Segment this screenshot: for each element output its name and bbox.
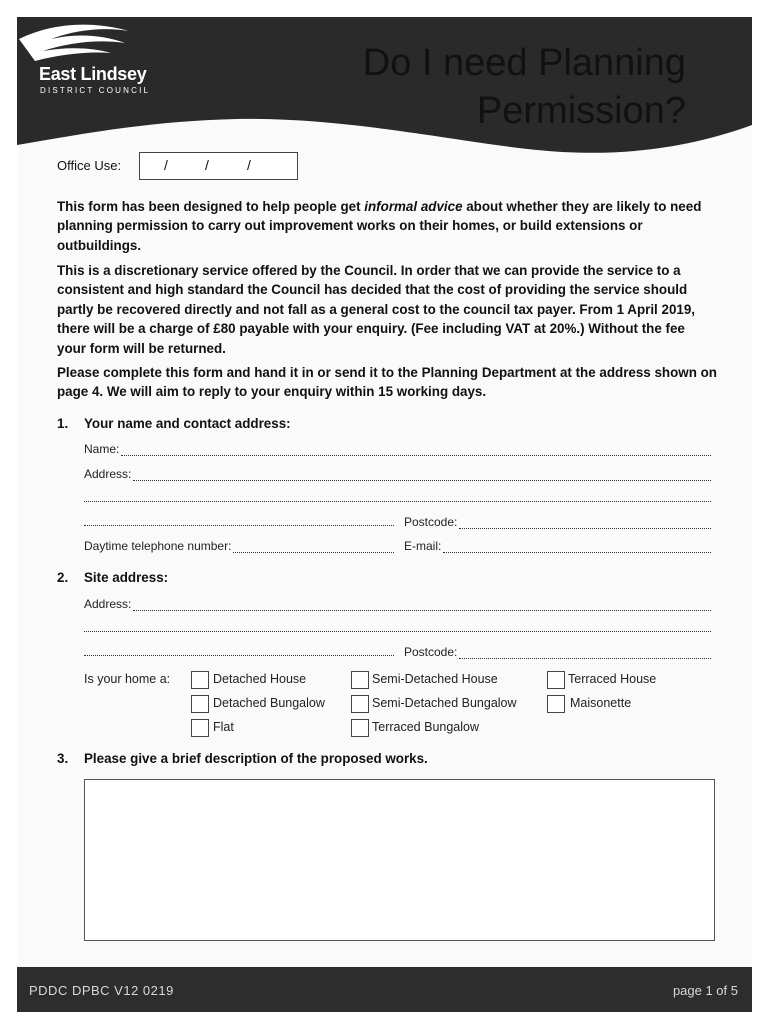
maisonette-label: Maisonette <box>570 696 632 710</box>
site-address-line[interactable] <box>133 600 711 611</box>
site-address-label: Address: <box>84 597 132 611</box>
terraced-house-checkbox[interactable] <box>547 671 565 689</box>
address-field[interactable] <box>84 467 711 481</box>
form-code: PDDC DPBC V12 0219 <box>29 983 174 998</box>
flat-checkbox[interactable] <box>191 719 209 737</box>
page-header <box>17 17 752 167</box>
address-line-2[interactable] <box>84 491 711 502</box>
title-line-1: Do I need Planning <box>362 42 686 84</box>
name-label: Name: <box>84 442 120 456</box>
phone-line[interactable] <box>233 542 394 553</box>
postcode-label: Postcode: <box>404 515 458 529</box>
phone-label: Daytime telephone number: <box>84 539 232 553</box>
section-3-title: Please give a brief description of the proposed works. <box>84 751 428 766</box>
email-field[interactable] <box>404 539 711 553</box>
page-footer <box>17 967 752 1012</box>
date-separator: / <box>164 157 168 173</box>
title-line-2: Permission? <box>476 90 686 132</box>
intro-paragraph-3: Please complete this form and hand it in or send it to the Planning Department at the address shown on page 4. We will aim to reply to your enquiry within 15 working days. <box>57 365 717 400</box>
detached-house-checkbox[interactable] <box>191 671 209 689</box>
site-address-line-3[interactable] <box>84 645 394 656</box>
email-line[interactable] <box>443 542 711 553</box>
date-separator: / <box>247 157 251 173</box>
site-address-line[interactable] <box>84 621 711 632</box>
phone-field[interactable] <box>84 539 394 553</box>
east-lindsey-logo-icon <box>17 17 157 97</box>
section-2-title: Site address: <box>84 570 169 585</box>
section-1-number: 1. <box>57 416 69 431</box>
semi-detached-bungalow-label: Semi-Detached Bungalow <box>372 696 517 710</box>
semi-detached-house-checkbox[interactable] <box>351 671 369 689</box>
intro-paragraph-2: This is a discretionary service offered by the Council. In order that we can provide the service to a consistent and high standard the Council has decided that the cost of providing the service should partly be recovered directly and not fall as a general cost to the council tax payer. From 1 April 2019, there will be a charge of £80 payable with your enquiry. (Fee including VAT at 20%.) Without the fee your form will be returned. <box>57 263 696 356</box>
office-use-date-field[interactable] <box>139 152 298 180</box>
maisonette-checkbox[interactable] <box>547 695 565 713</box>
terraced-bungalow-checkbox[interactable] <box>351 719 369 737</box>
section-2-number: 2. <box>57 570 69 585</box>
site-postcode-line[interactable] <box>459 648 711 659</box>
intro-paragraph-1: This form has been designed to help people get informal advice about whether they are likely to need planning permission to carry out improvement works on their homes, or build extensions or outbuildings. <box>57 199 702 253</box>
postcode-field[interactable] <box>404 515 711 529</box>
site-address-field[interactable] <box>84 597 711 611</box>
informal-advice-emphasis: informal advice <box>364 199 463 214</box>
site-postcode-label: Postcode: <box>404 645 458 659</box>
detached-house-label: Detached House <box>213 672 307 686</box>
section-1-title: Your name and contact address: <box>84 416 291 431</box>
address-line[interactable] <box>84 491 711 502</box>
page-title <box>363 39 686 135</box>
logo-subtitle: DISTRICT COUNCIL <box>40 86 151 95</box>
email-label: E-mail: <box>404 539 442 553</box>
postcode-line[interactable] <box>459 518 711 529</box>
semi-detached-house-label: Semi-Detached House <box>372 672 498 686</box>
page-number: page 1 of 5 <box>672 983 738 998</box>
detached-bungalow-checkbox[interactable] <box>191 695 209 713</box>
works-description-textarea[interactable] <box>84 779 715 941</box>
form-page <box>17 17 752 1012</box>
address-line[interactable] <box>133 470 711 481</box>
address-label: Address: <box>84 467 132 481</box>
name-line[interactable] <box>121 445 711 456</box>
name-field[interactable] <box>84 442 711 456</box>
date-separator: / <box>205 157 209 173</box>
office-use-label: Office Use: <box>57 158 122 173</box>
address-line[interactable] <box>84 515 394 526</box>
address-line-3[interactable] <box>84 515 394 526</box>
section-3-number: 3. <box>57 751 69 766</box>
detached-bungalow-label: Detached Bungalow <box>213 696 325 710</box>
logo-name: East Lindsey <box>39 64 147 84</box>
site-postcode-field[interactable] <box>404 645 711 659</box>
site-address-line[interactable] <box>84 645 394 656</box>
site-address-line-2[interactable] <box>84 621 711 632</box>
terraced-house-label: Terraced House <box>568 672 657 686</box>
home-type-label: Is your home a: <box>84 672 171 686</box>
semi-detached-bungalow-checkbox[interactable] <box>351 695 369 713</box>
flat-label: Flat <box>213 720 234 734</box>
terraced-bungalow-label: Terraced Bungalow <box>372 720 480 734</box>
